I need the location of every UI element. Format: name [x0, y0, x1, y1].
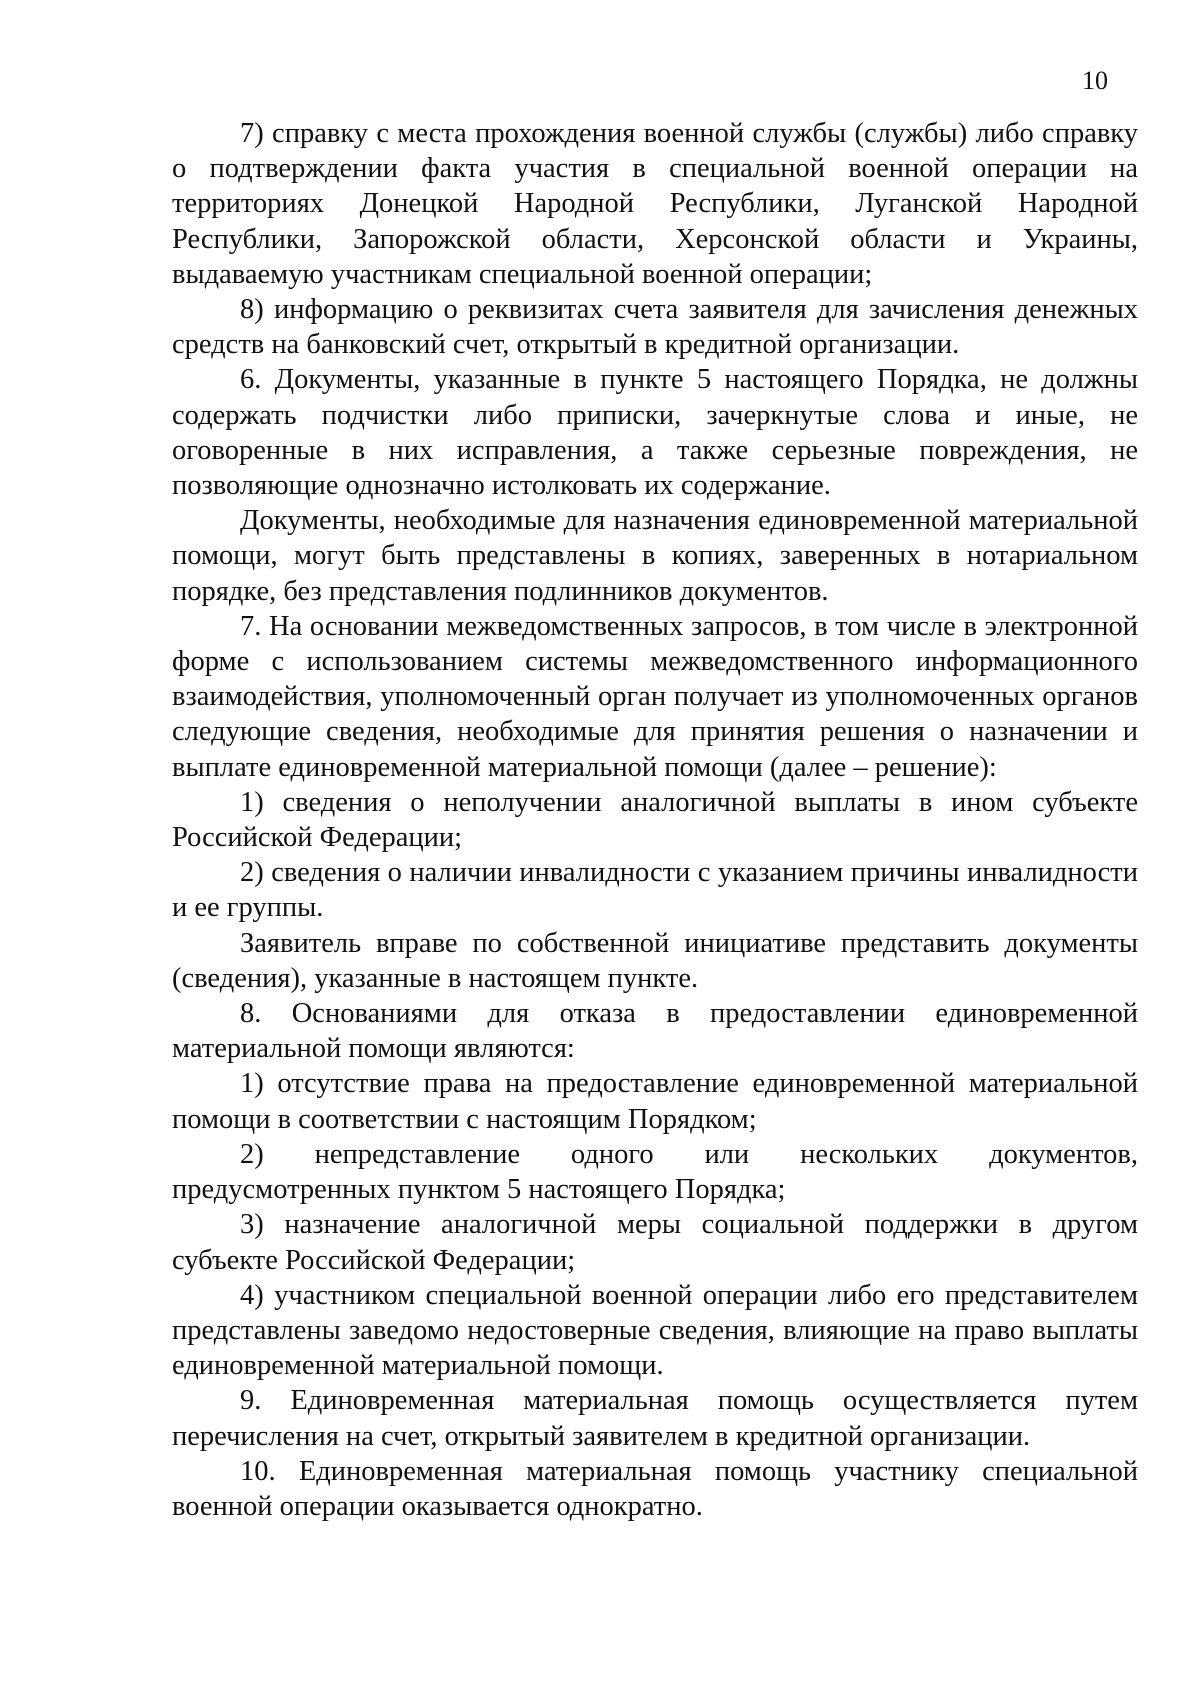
- paragraph-item-8-bank-details: 8) информацию о реквизитах счета заявителя для зачисления денежных средств на банковский счет, открытый в кредитной организации.: [172, 294, 1138, 361]
- paragraph-applicant-right: Заявитель вправе по собственной инициативе представить документы (сведения), указанные в настоящем пункте.: [172, 927, 1138, 994]
- document-body: [172, 116, 1138, 1524]
- paragraph-copies-notarized: Документы, необходимые для назначения единовременной материальной помощи, могут быть представлены в копиях, заверенных в нотариальном порядке, без представления подлинников документов.: [172, 505, 1138, 607]
- paragraph-clause-8-item-4: 4) участником специальной военной операции либо его представителем представлены заведомо недостоверные сведения, влияющие на право выплаты единовременной материальной помощи.: [172, 1279, 1138, 1382]
- paragraph-clause-6: 6. Документы, указанные в пункте 5 настоящего Порядка, не должны содержать подчистки либо приписки, зачеркнутые слова и иные, не оговоренные в них исправления, а также серьезные повреждения, не позволяющие однозначно истолковать их содержание.: [172, 364, 1138, 502]
- paragraph-clause-7-item-2: 2) сведения о наличии инвалидности с указанием причины инвалидности и ее группы.: [172, 857, 1138, 924]
- paragraph-clause-8-item-2: 2) непредставление одного или нескольких документов, предусмотренных пунктом 5 настоящего Порядка;: [172, 1138, 1138, 1206]
- paragraph-clause-8-item-3: 3) назначение аналогичной меры социальной поддержки в другом субъекте Российской Федерации;: [172, 1209, 1138, 1276]
- paragraph-clause-7: 7. На основании межведомственных запросов, в том числе в электронной форме с использованием системы межведомственного информационного взаимодействия, уполномоченный орган получает из уполномоченных органов следующие сведения, необходимые для принятия решения о назначении и выплате единовременной материальной помощи (далее – решение):: [172, 610, 1138, 783]
- paragraph-clause-10: 10. Единовременная материальная помощь участнику специальной военной операции оказывается однократно.: [172, 1455, 1138, 1522]
- paragraph-clause-8: 8. Основаниями для отказа в предоставлении единовременной материальной помощи являются:: [172, 998, 1138, 1065]
- paragraph-clause-8-item-1: 1) отсутствие права на предоставление единовременной материальной помощи в соответствии с настоящим Порядком;: [172, 1068, 1138, 1135]
- page-number: 10: [1082, 66, 1108, 95]
- paragraph-clause-9: 9. Единовременная материальная помощь осуществляется путем перечисления на счет, открытый заявителем в кредитной организации.: [172, 1385, 1138, 1452]
- paragraph-item-7-certificate: 7) справку с места прохождения военной службы (службы) либо справку о подтверждении факта участия в специальной военной операции на территориях Донецкой Народной Республики, Луганской Народной Республики, Запорожской области, Херсонской области и Украины, выдаваемую участникам специальной военной операции;: [172, 118, 1138, 290]
- paragraph-clause-7-item-1: 1) сведения о неполучении аналогичной выплаты в ином субъекте Российской Федерации;: [172, 786, 1138, 854]
